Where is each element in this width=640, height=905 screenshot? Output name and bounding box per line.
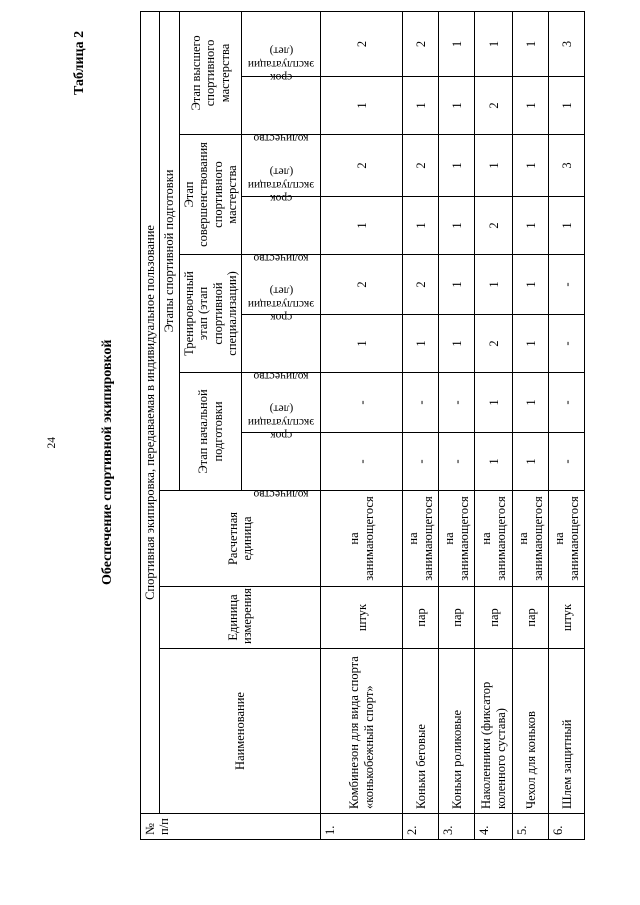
cell-value: 1: [439, 315, 475, 373]
table-row: [549, 11, 585, 839]
row-calc: на занимающегося: [475, 491, 513, 587]
cell-value: 2: [403, 11, 439, 76]
cell-value: 1: [439, 255, 475, 315]
cell-value: 1: [513, 11, 549, 76]
row-unit: штук: [321, 587, 403, 649]
cell-value: 1: [513, 135, 549, 197]
row-num: 2.: [403, 814, 439, 840]
row-name: Чехол для коньков: [513, 649, 549, 814]
cell-value: 1: [549, 77, 585, 135]
cell-value: 2: [321, 255, 403, 315]
header-term: срок эксплуатации (лет): [242, 135, 321, 197]
cell-value: 1: [403, 77, 439, 135]
cell-value: 1: [475, 135, 513, 197]
table-row: [513, 11, 549, 839]
page-number: 24: [46, 437, 58, 449]
cell-value: 1: [321, 197, 403, 255]
header-qty: количество: [242, 433, 321, 491]
cell-value: 1: [513, 77, 549, 135]
row-name: Коньки беговые: [403, 649, 439, 814]
cell-value: 1: [475, 373, 513, 433]
page-title: Обеспечение спортивной экипировкой: [100, 339, 115, 585]
header-term: срок эксплуатации (лет): [242, 255, 321, 315]
cell-value: 2: [403, 135, 439, 197]
cell-value: 2: [475, 77, 513, 135]
cell-value: -: [549, 255, 585, 315]
header-stage-4: Этап высшего спортивного мастерства: [179, 11, 242, 134]
table-row: [403, 11, 439, 839]
cell-value: -: [403, 433, 439, 491]
header-name: Наименование: [160, 649, 321, 814]
cell-value: -: [549, 373, 585, 433]
row-name: Наколенники (фиксатор коленного сустава): [475, 649, 513, 814]
row-calc: на занимающегося: [403, 491, 439, 587]
header-qty: количество: [242, 77, 321, 135]
header-unit: Единица измерения: [160, 587, 321, 649]
cell-value: -: [549, 315, 585, 373]
header-num: № п/п: [141, 814, 321, 840]
cell-value: 1: [513, 373, 549, 433]
cell-value: -: [321, 433, 403, 491]
header-term: срок эксплуатации (лет): [242, 11, 321, 76]
cell-value: -: [403, 373, 439, 433]
cell-value: 2: [321, 11, 403, 76]
row-name: Шлем защитный: [549, 649, 585, 814]
table-row: [439, 11, 475, 839]
cell-value: 1: [513, 433, 549, 491]
cell-value: 1: [513, 315, 549, 373]
cell-value: 2: [321, 135, 403, 197]
cell-value: -: [439, 433, 475, 491]
row-unit: штук: [549, 587, 585, 649]
cell-value: 3: [549, 135, 585, 197]
row-name: Комбинезон для вида спорта «конькобежный спорт»: [321, 649, 403, 814]
row-unit: пар: [513, 587, 549, 649]
cell-value: 1: [475, 433, 513, 491]
header-qty: количество: [242, 197, 321, 255]
cell-value: 1: [439, 11, 475, 76]
cell-value: 1: [439, 197, 475, 255]
row-calc: на занимающегося: [513, 491, 549, 587]
equipment-table: [140, 11, 585, 840]
row-unit: пар: [439, 587, 475, 649]
cell-value: 1: [439, 135, 475, 197]
header-stages-group: Этапы спортивной подготовки: [160, 11, 179, 490]
header-stage-3: Этап совершенствования спортивного мастерства: [179, 135, 242, 255]
cell-value: 1: [403, 315, 439, 373]
cell-value: 1: [475, 11, 513, 76]
row-calc: на занимающегося: [439, 491, 475, 587]
header-calc-unit: Расчетная единица: [160, 491, 321, 587]
row-num: 5.: [513, 814, 549, 840]
header-term: срок эксплуатации (лет): [242, 373, 321, 433]
cell-value: 1: [321, 315, 403, 373]
cell-value: 3: [549, 11, 585, 76]
row-num: 1.: [321, 814, 403, 840]
cell-value: 2: [403, 255, 439, 315]
cell-value: 2: [475, 315, 513, 373]
cell-value: 1: [513, 255, 549, 315]
cell-value: 1: [321, 77, 403, 135]
cell-value: 1: [475, 255, 513, 315]
header-top: Спортивная экипировка, передаваемая в индивидуальное пользование: [141, 11, 160, 813]
cell-value: -: [439, 373, 475, 433]
row-num: 6.: [549, 814, 585, 840]
table-tag: Таблица 2: [72, 30, 87, 95]
row-calc: на занимающегося: [549, 491, 585, 587]
table-row: [475, 11, 513, 839]
header-stage-2: Тренировочный этап (этап спортивной специализации): [179, 255, 242, 373]
row-num: 3.: [439, 814, 475, 840]
table-row: [321, 11, 403, 839]
row-unit: пар: [403, 587, 439, 649]
cell-value: 1: [549, 197, 585, 255]
header-qty: количество: [242, 315, 321, 373]
cell-value: -: [321, 373, 403, 433]
cell-value: 1: [513, 197, 549, 255]
row-num: 4.: [475, 814, 513, 840]
header-stage-1: Этап начальной подготовки: [179, 373, 242, 491]
row-unit: пар: [475, 587, 513, 649]
cell-value: 1: [439, 77, 475, 135]
row-calc: на занимающегося: [321, 491, 403, 587]
cell-value: 1: [403, 197, 439, 255]
row-name: Коньки роликовые: [439, 649, 475, 814]
cell-value: -: [549, 433, 585, 491]
cell-value: 2: [475, 197, 513, 255]
